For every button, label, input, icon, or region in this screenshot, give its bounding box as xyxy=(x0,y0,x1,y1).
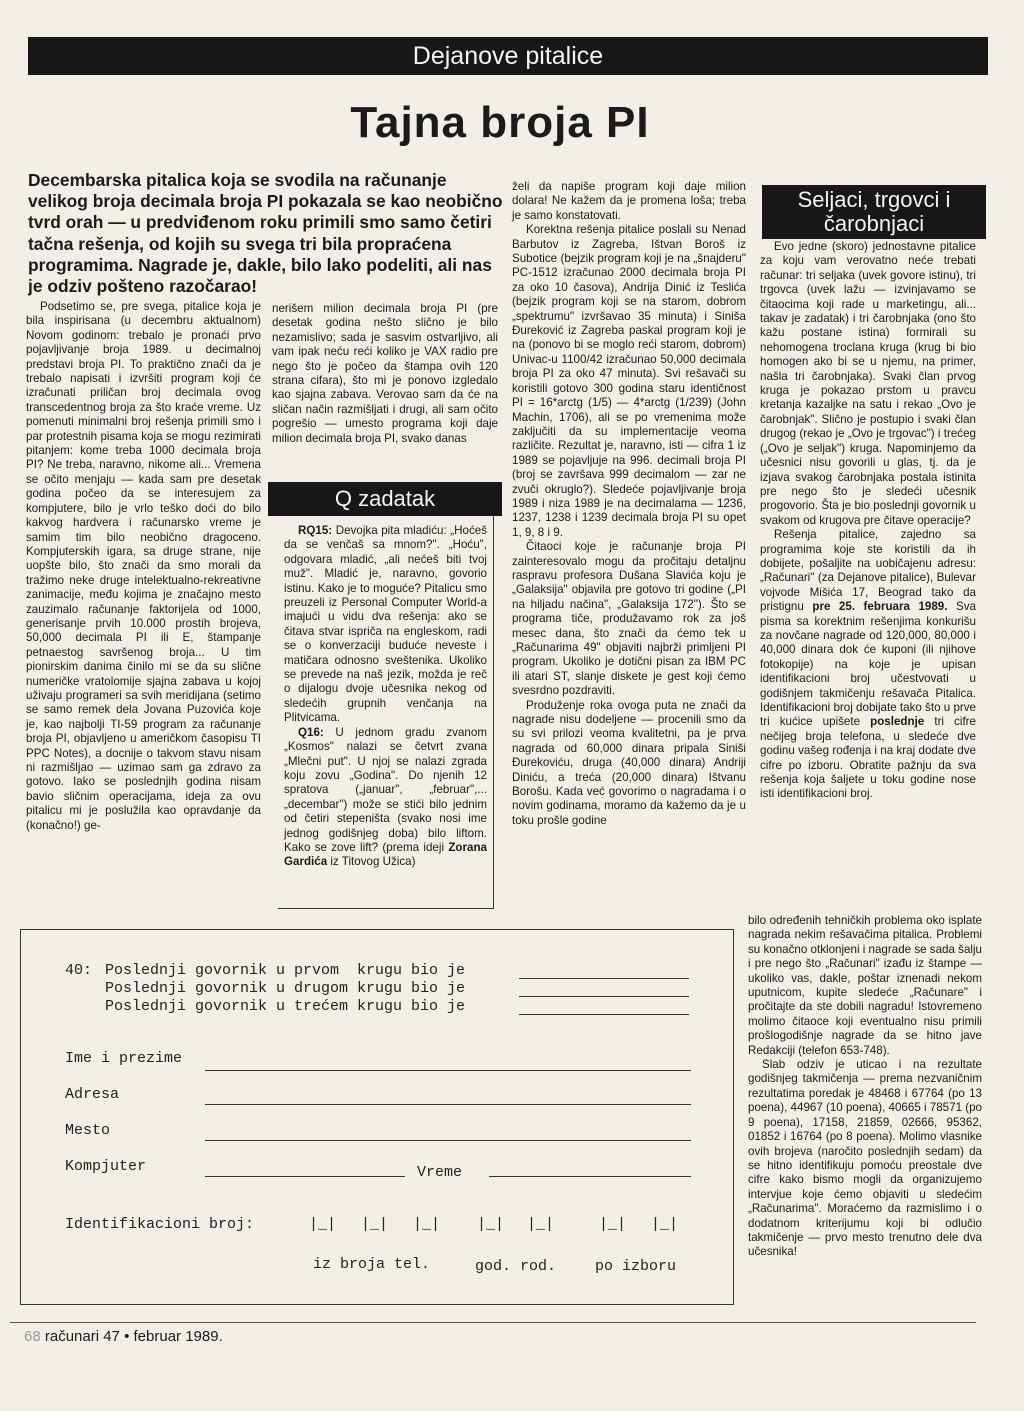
magazine-issue: računari 47 xyxy=(44,1328,120,1345)
col2-text: nerišem milion decimala broja PI (pre desetak godina nešto slično je bilo nezamislivo; sada je sasvim ostvarljivo, ali vam ipak neću reći koliko je VAX radio pre nego što je počeo da štampa ovih 120 strana cifara), što mi je ponovo izgledalo kao sjajna zabava. Verovao sam da će na sličan način razmišljati i drugi, ali sam očito pogrešio — umesto programa koji daje milion decimala broja PI, svako danas xyxy=(272,302,498,445)
coupon-question-1: Poslednji govornik u prvom krugu bio je xyxy=(105,962,466,979)
city-field[interactable] xyxy=(205,1140,691,1141)
id-digit-box-2[interactable]: |_| xyxy=(361,1216,389,1233)
footer-rule xyxy=(10,1322,976,1323)
sidebar-p4-text: tri cifre nečijeg broja telefona, u sledeće dve godinu vašeg rođenja i na kraj dodate dve cifre po izboru. Obratite pažnju da sva rešenja koja šaljete u toku godine nose isti identifikacioni broj. xyxy=(760,715,976,801)
id-digit-box-4[interactable]: |_| xyxy=(477,1216,505,1233)
col3-p1: želi da napiše program koji daje milion dolara! Ne kažem da je promena loša; treba je samo konstatovati. xyxy=(512,180,746,222)
sidebar-p2-text: Rešenja pitalice, zajedno sa programima koje ste koristili da ih dobijete, pošaljite na uobičajenu adresu: „Računari" (za Dejanove pitalice), Bulevar vojvode Mišića 17, Beograd tako da pristignu xyxy=(760,528,976,614)
sidebar-p3-text: Sva pisma sa korektnim rešenjima konkurišu za novčane nagrade od 120,000, 80,000 i 40,000 dinara dok će kuponi (ili njihove fotokopije) na koje je upisan identifikacioni broj učestvovati u godišnjem takmičenju rešavača Pitalica. Identifikacioni broj dobijate tako što u prve tri kućice upišete xyxy=(760,600,976,729)
sidebar-bold-word: poslednje xyxy=(870,715,925,729)
coupon-question-2: Poslednji govornik u drugom krugu bio je xyxy=(105,980,466,997)
id-digit-box-1[interactable]: |_| xyxy=(309,1216,337,1233)
coupon-number: 40: xyxy=(65,962,93,979)
sidebar-p2 xyxy=(760,528,976,802)
sidebar-title: Seljaci, trgovci i čarobnjaci xyxy=(762,185,986,239)
col3-p4: Produženje roka ovoga puta ne znači da nagrade nisu dodeljene — procenili smo da su svi prilozi veoma kvalitetni, pa je prva nagrada od 60,000 dinara pripala Siniši Đurekoviću, druga (40,000 dinara) Andriji Diniću, a treća (20,000 dinara) Ištvanu Borošu. Kada već govorimo o nagradama i o novim godinama, moramo da kažemo da je u toku prošle godine xyxy=(512,698,746,827)
city-label: Mesto xyxy=(65,1122,111,1139)
col5-p2: Slab odziv je uticao i na rezultate godišnjeg takmičenja — prema nezvaničnim rezultatima poredak je 48468 i 67764 (po 13 poena), 44967 (10 poena), 40665 i 78571 (po 9 poena), 17158, 21859, 02666, 95362, 01852 i 16764 (po 8 poena). Molimo vlasnike ovih brojeva (naročito poslednjih sedam) da se hitno identifikuju pomoću preostale dve cifre kako bismo mogli da organizujemo intervjue koje ćemo objaviti u sledećim „Računarima". Moraćemo da razmislimo i o dodatnom kriterijumu koji bi odlučio takmičenje — prvo mesto trenutno dele dva učesnika! xyxy=(748,1058,982,1259)
address-label: Adresa xyxy=(65,1086,120,1103)
id-label: Identifikacioni broj: xyxy=(65,1216,255,1233)
rq15-label: RQ15: xyxy=(298,524,333,537)
entry-coupon xyxy=(20,929,734,1305)
section-header xyxy=(28,37,988,75)
col3-p2: Korektna rešenja pitalice poslali su Nenad Barbutov iz Zagreba, Ištvan Boroš iz Subotice (bejzik program koji je na „šnajderu" PC-1512 izračunao 2000 decimala broja PI za oko 10 časova), Andrija Dinić iz Teslića (bejzik program koji se na starom, dobrom „spektrumu" izvršavao 35 minuta) i Siniša Đureković iz Zagreba paskal program koji je na (ponovo bi se moglo reći starom, dobrom) Univac-u 1100/42 izračunao 50,000 decimala broja PI za oko 47 minuta). Svi rešavači su koristili gotovo 300 godina staru identičnost PI = 16*arctg (1/5) — 4*arctg (1/239) (John Machin, 1706), ali se po vremenima može zaključiti da su implementacije veoma različite. Rezultat je, naravno, isti — cifra 1 iz 1989 se pojavljuje na 996. decimali broja PI (broj se završava 999 decimalom — zar ne zvuči okruglo?). Sledeće pojavljivanje broja 1989 i niza 1989 je na decimalama — 1236, 1237, 1238 i 1239 decimala broja PI su opet 1, 9, 8 i 9. xyxy=(512,223,746,539)
answer-line-1[interactable] xyxy=(519,978,689,979)
sidebar-p1: Evo jedne (skoro) jednostavne pitalice za koju vam verovatno neće trebati računar: tri seljaka (uvek govore istinu), tri trgovca (uvek lažu — izvinjavamo se čitaocima koji rade u marketingu, ali... takav je zadatak) i tri čarobnjaka (ono što kažu postane istina) formirali su nehomogena troclana kruga (krug bi bio homogen ako bi se u njemu, na primer, našla tri čarobnjaka). Svaki član prvog kruga je pokazao prstom u pravcu kretanja kazaljke na satu i rekao „Ovo je čarobnjak". Slično je postupio i svaki član drugog (rekao je „Ovo je trgovac") i trećeg („Ovo je seljak") kruga. Napominjemo da učesnici nisu govorili u glas, tj. da je izjava svakog čarobnjaka postala istinita pre nego što je sledeći učesnik progovorio. Šta je bio poslednji govornik u svakom od krugova pre čitave operacije? xyxy=(760,240,976,527)
q16-end: iz Titovog Užica) xyxy=(330,855,416,869)
q-box xyxy=(278,516,494,909)
time-field[interactable] xyxy=(489,1176,691,1177)
id-digit-box-7[interactable]: |_| xyxy=(651,1216,679,1233)
article-lede: Decembarska pitalica koja se svodila na računanje velikog broja decimala broja PI pokazala se kao neobično tvrd orah — u predviđenom roku primili smo samo četiri tačna rešenja, od kojih su svega tri bila propraćena programima. Nagrade je, dakle, bilo lako podeliti, ali nas je odziv pošteno razočarao! xyxy=(28,170,503,297)
answer-line-2[interactable] xyxy=(519,996,689,997)
time-label: Vreme xyxy=(417,1164,463,1181)
body-column-3 xyxy=(512,180,746,828)
sidebar-deadline: pre 25. februara 1989. xyxy=(812,600,948,614)
name-label: Ime i prezime xyxy=(65,1050,183,1067)
coupon-question-3: Poslednji govornik u trećem krugu bio je xyxy=(105,998,466,1015)
col5-p1: bilo određenih tehničkih problema oko isplate nagrada nekim rešavačima pitalica. Problemi su konačno otklonjeni i nagrade se sada šalju i pre nego što „Računari" izađu iz štampe — ukoliko vas, dakle, poštar iznenadi nekom uputnicom, kupite sledeće „Računare" i pročitajte da ste dobili nagradu! Istovremeno molimo čitaoce koji eventualno nisu primili prošlogodišnje nagrade da se hitno jave Redakciji (telefon 653-748). xyxy=(748,914,982,1057)
footer-bullet: • xyxy=(124,1328,130,1345)
q16-author: Zorana Gardića xyxy=(284,840,487,869)
rq15-text: Devojka pita mladiću: „Hoćeš da se venčaš sa mnom?". „Hoću", odgovara mladić, „ali nećeš biti tvoj muž". Mladić je, naravno, govorio istinu. Kako je to moguće? Pitalicu smo preuzeli iz Personal Computer World-a imajući u vidu dva rešenja: ako se čitava stvar ispriča na engleskom, radi se o konverzaciji buduće neveste i matičara odnosno sveštenika. Ukoliko se prevede na naš jezik, možda je reč o dijalogu dvoje učesnika nekog od sledećih grupnih venčanja na Plitvicama. xyxy=(284,524,487,725)
page-number: 68 xyxy=(24,1328,41,1345)
id-digit-box-3[interactable]: |_| xyxy=(413,1216,441,1233)
caption-choice: po izboru xyxy=(595,1258,677,1275)
issue-date: februar 1989. xyxy=(133,1328,223,1345)
body-column-1 xyxy=(26,300,261,833)
id-digit-box-6[interactable]: |_| xyxy=(599,1216,627,1233)
section-title: Dejanove pitalice xyxy=(412,42,604,70)
rq15-paragraph xyxy=(284,524,487,726)
q-box-title: Q zadatak xyxy=(268,482,502,516)
answer-line-3[interactable] xyxy=(519,1014,689,1015)
col1-text: Podsetimo se, pre svega, pitalice koja je bila inspirisana (u decembru aktualnom) Novom godinom: trebalo je pronaći prvo pojavljivanje broja 1989. u decimalnoj predstavi broja PI. To praktično znači da je trebalo napisati i izvršiti program koji će izračunati priličan broj decimala ovog transcedentnog broja za što kraće vreme. Uz pomenuti minimalni broj rešenja primili smo i par protestnih pisama koja se mogu rezimirati pitanjem: kome treba 1000 decimala broja PI? Ne treba, naravno, nikome ali... Vremena se očito menjaju — kada sam pre desetak godina počeo da se interesujem za kompjutere, bilo je vrlo teško doći do bilo kakvog hardvera i računarsko vreme je samim tim bilo neobično dragoceno. Kompjuterskih igara, sa druge strane, nije uopšte bilo, što znači da smo morali da tražimo neke druge intelektualno-rekreativne zanimacije, među kojima je značajno mesto zauzimalo računanje faktorijela od 1000, generisanje prvih 10.000 prostih brojeva, 50,000 decimala PI ili E, štampanje petnaestog savršenog broja... U tim pionirskim danima činilo mi se da su slične numeričke vratolomije sjajna zabava u kojoj uživaju programeri sa svih meridijana (setimo se samo remek dela Jovana Puzovića koje je, kao najbolji TI-59 program za računanje broja PI, objavljeno u američkom časopisu TI PPC Notes), a docnije o takvom stavu nisam ni razmišljao — uzimao sam ga zdravo za gotovo. Iako se poslednjih godina nisam bavio sličnim operacijama, ideja za ovu pitalicu mi je poslužila kao opravdanje da (konačno!) ge- xyxy=(26,300,261,832)
q16-text: U jednom gradu zvanom „Kosmos" nalazi se četvrt zvana „Mlečni put". U njoj se nalazi zgrada koju zovu „Godina". Do njenih 12 spratova („januar", „februar",... „decembar") može se stići bilo jednim od četiri stepeništa (svako nosi ime jednog godišnjeg doba) bilo liftom. Kako se zove lift? (prema ideji xyxy=(284,725,487,854)
q16-label: Q16: xyxy=(298,725,324,739)
caption-phone: iz broja tel. xyxy=(313,1256,431,1273)
name-field[interactable] xyxy=(205,1070,691,1071)
id-digit-box-5[interactable]: |_| xyxy=(527,1216,555,1233)
page-footer xyxy=(24,1328,223,1345)
body-column-5 xyxy=(748,914,982,1260)
body-column-2 xyxy=(272,302,498,446)
computer-label: Kompjuter xyxy=(65,1158,147,1175)
article-title: Tajna broja PI xyxy=(350,98,650,147)
address-field[interactable] xyxy=(205,1104,691,1105)
sidebar-body xyxy=(760,240,976,802)
q16-paragraph xyxy=(284,726,487,870)
caption-year: god. rod. xyxy=(475,1258,557,1275)
computer-field[interactable] xyxy=(205,1176,405,1177)
col3-p3: Čitaoci koje je računanje broja PI zainteresovalo mogu da pročitaju detaljnu raspravu profesora Dušana Slavića koju je „Galaksija" objavila pre gotovo tri godine („PI na hiljadu načina", „Galaksija 172"). Što se programa tiče, produžavamo rok za još mesec dana, što znači da ćemo tek u „Računarima 49" objaviti najbrži primljeni PI program. Ukoliko je dotični pisan za IBM PC ili atari ST, slanje diskete je gest koji ćemo svesrdno pozdraviti. xyxy=(512,540,746,698)
